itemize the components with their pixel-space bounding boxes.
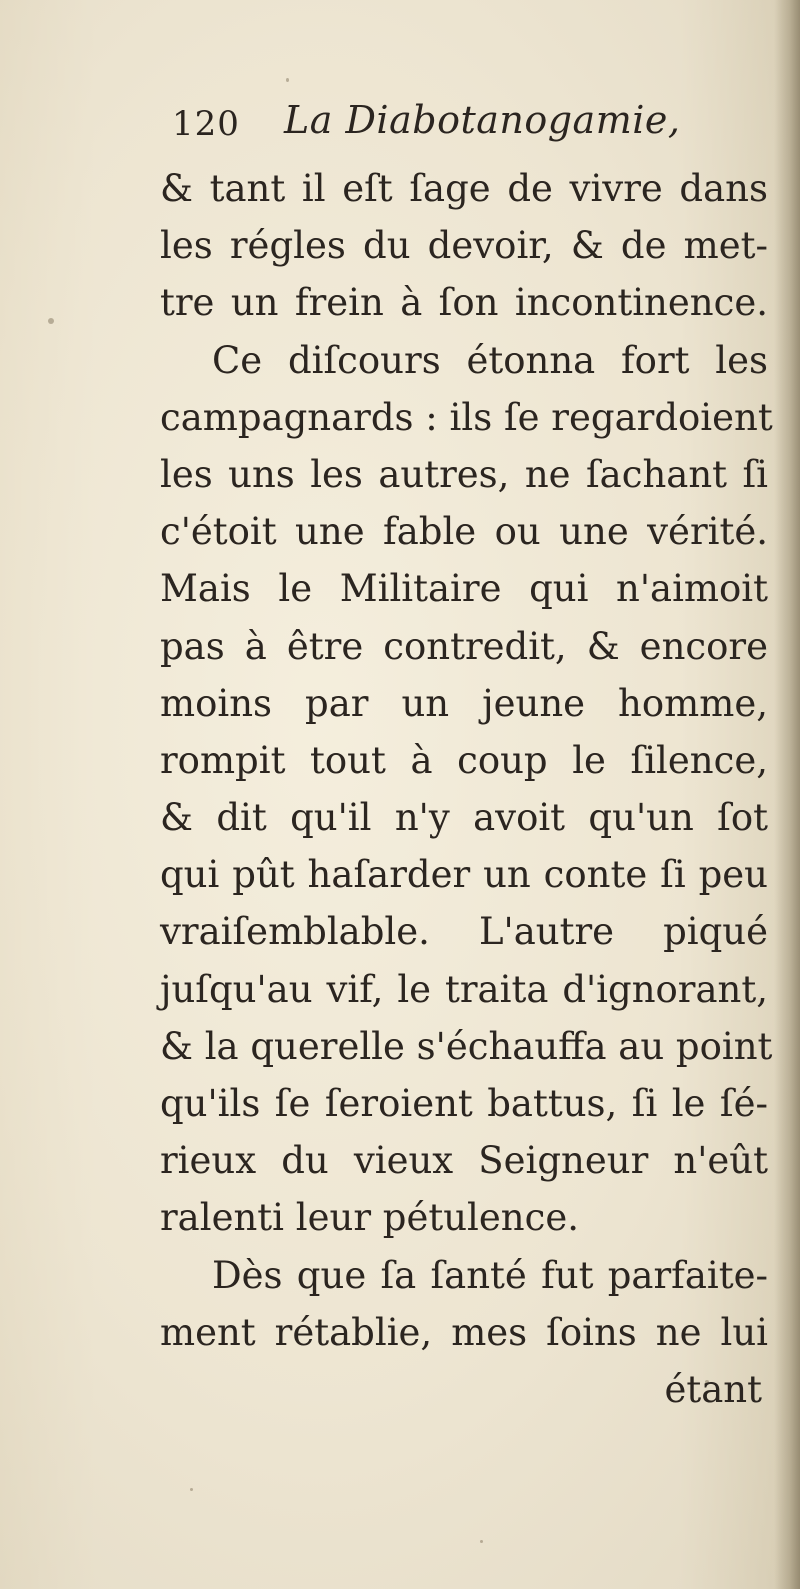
text-line: rompit tout à coup le ſilence, (160, 738, 768, 782)
text-line: ment rétablie, mes ſoins ne lui (160, 1310, 768, 1354)
text-line: ralenti leur pétulence. (160, 1196, 579, 1240)
text-line: Mais le Militaire qui n'aimoit (160, 567, 768, 611)
text-line: les régles du devoir, & de met- (160, 224, 768, 268)
page-header (172, 98, 762, 156)
text-line: rieux du vieux Seigneur n'eût (160, 1139, 768, 1183)
text-body (160, 160, 773, 1418)
text-line: Dès que ſa ſanté fut parfaite- (212, 1253, 768, 1297)
text-line: vraiſemblable. L'autre piqué (160, 910, 768, 954)
text-line: c'étoit une fable ou une vérité. (160, 510, 768, 554)
text-line: Ce diſcours étonna fort les (212, 338, 768, 382)
page-edge-shadow (774, 0, 800, 1589)
catchword: étant (664, 1367, 762, 1411)
text-line: pas à être contredit, & encore (160, 624, 768, 668)
text-line: campagnards : ils ſe regardoient (160, 395, 773, 439)
text-line: & la querelle s'échauffa au point (160, 1024, 773, 1068)
paper-speck (480, 1540, 483, 1543)
text-line: les uns les autres, ne ſachant ſi (160, 452, 768, 496)
page-number: 120 (172, 104, 240, 144)
paper-speck (48, 318, 54, 324)
text-line: qu'ils ſe ſeroient battus, ſi le ſé- (160, 1082, 768, 1125)
text-line: qui pût haſarder un conte ſi peu (160, 853, 768, 897)
text-line: moins par un jeune homme, (160, 681, 768, 725)
text-line: & tant il eſt ſage de vivre dans (160, 167, 768, 210)
text-line: tre un frein à ſon incontinence. (160, 281, 768, 325)
paper-speck (190, 1488, 193, 1491)
text-line: & dit qu'il n'y avoit qu'un ſot (160, 796, 768, 840)
running-title: La Diabotanogamie, (284, 98, 681, 142)
text-line: juſqu'au vif, le traita d'ignorant, (160, 967, 768, 1011)
paper-speck (286, 78, 289, 82)
